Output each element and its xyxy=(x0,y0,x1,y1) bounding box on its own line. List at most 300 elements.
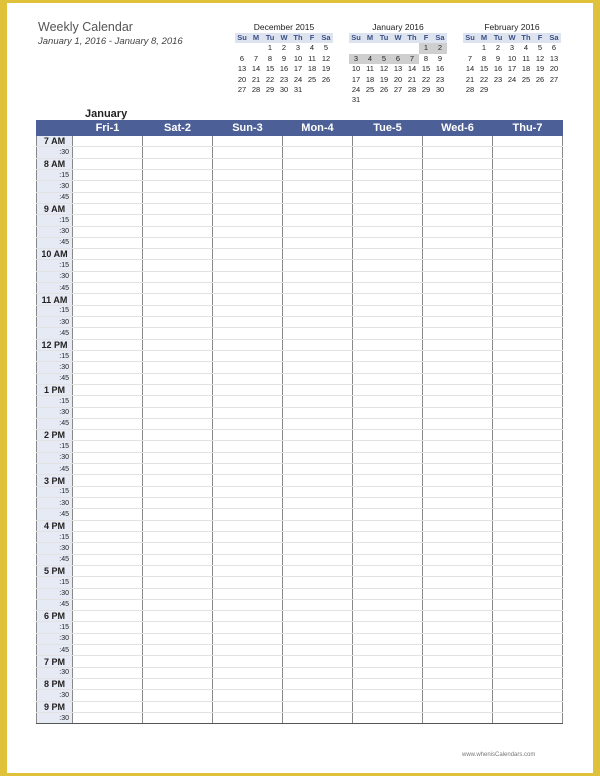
time-slot[interactable] xyxy=(213,215,283,226)
time-slot[interactable] xyxy=(353,328,423,339)
time-slot[interactable] xyxy=(423,633,493,644)
time-slot[interactable] xyxy=(493,452,563,463)
time-slot[interactable] xyxy=(353,531,423,542)
time-slot[interactable] xyxy=(213,192,283,203)
time-slot[interactable] xyxy=(353,181,423,192)
time-slot[interactable] xyxy=(283,633,353,644)
time-slot[interactable] xyxy=(213,486,283,497)
time-slot[interactable] xyxy=(73,712,143,723)
time-slot[interactable] xyxy=(213,181,283,192)
time-slot[interactable] xyxy=(353,656,423,667)
time-slot[interactable] xyxy=(283,543,353,554)
time-slot[interactable] xyxy=(493,147,563,158)
time-slot[interactable] xyxy=(73,667,143,678)
time-slot[interactable] xyxy=(213,396,283,407)
time-slot[interactable] xyxy=(213,543,283,554)
time-slot[interactable] xyxy=(143,328,213,339)
time-slot[interactable] xyxy=(283,362,353,373)
time-slot[interactable] xyxy=(423,260,493,271)
time-slot[interactable] xyxy=(353,249,423,260)
time-slot[interactable] xyxy=(353,147,423,158)
time-slot[interactable] xyxy=(213,339,283,350)
time-slot[interactable] xyxy=(283,599,353,610)
time-slot[interactable] xyxy=(423,203,493,214)
time-slot[interactable] xyxy=(493,520,563,531)
time-slot[interactable] xyxy=(353,283,423,294)
time-slot[interactable] xyxy=(423,565,493,576)
time-slot[interactable] xyxy=(73,271,143,282)
time-slot[interactable] xyxy=(73,452,143,463)
time-slot[interactable] xyxy=(143,339,213,350)
time-slot[interactable] xyxy=(283,237,353,248)
time-slot[interactable] xyxy=(213,656,283,667)
time-slot[interactable] xyxy=(213,294,283,305)
time-slot[interactable] xyxy=(353,169,423,180)
time-slot[interactable] xyxy=(73,317,143,328)
time-slot[interactable] xyxy=(143,362,213,373)
time-slot[interactable] xyxy=(423,396,493,407)
time-slot[interactable] xyxy=(353,384,423,395)
time-slot[interactable] xyxy=(143,260,213,271)
time-slot[interactable] xyxy=(423,339,493,350)
time-slot[interactable] xyxy=(143,430,213,441)
time-slot[interactable] xyxy=(143,215,213,226)
time-slot[interactable] xyxy=(423,169,493,180)
time-slot[interactable] xyxy=(353,260,423,271)
time-slot[interactable] xyxy=(353,418,423,429)
time-slot[interactable] xyxy=(423,294,493,305)
time-slot[interactable] xyxy=(423,622,493,633)
time-slot[interactable] xyxy=(143,237,213,248)
time-slot[interactable] xyxy=(143,384,213,395)
time-slot[interactable] xyxy=(143,418,213,429)
time-slot[interactable] xyxy=(493,622,563,633)
time-slot[interactable] xyxy=(493,475,563,486)
time-slot[interactable] xyxy=(493,249,563,260)
time-slot[interactable] xyxy=(143,441,213,452)
time-slot[interactable] xyxy=(213,633,283,644)
time-slot[interactable] xyxy=(143,396,213,407)
time-slot[interactable] xyxy=(143,498,213,509)
time-slot[interactable] xyxy=(423,407,493,418)
time-slot[interactable] xyxy=(423,554,493,565)
time-slot[interactable] xyxy=(493,373,563,384)
time-slot[interactable] xyxy=(493,588,563,599)
time-slot[interactable] xyxy=(73,430,143,441)
time-slot[interactable] xyxy=(493,362,563,373)
time-slot[interactable] xyxy=(423,599,493,610)
time-slot[interactable] xyxy=(213,317,283,328)
time-slot[interactable] xyxy=(493,169,563,180)
time-slot[interactable] xyxy=(423,418,493,429)
time-slot[interactable] xyxy=(213,328,283,339)
time-slot[interactable] xyxy=(493,633,563,644)
time-slot[interactable] xyxy=(353,679,423,690)
time-slot[interactable] xyxy=(73,396,143,407)
time-slot[interactable] xyxy=(213,611,283,622)
time-slot[interactable] xyxy=(353,667,423,678)
time-slot[interactable] xyxy=(143,169,213,180)
time-slot[interactable] xyxy=(353,271,423,282)
time-slot[interactable] xyxy=(213,690,283,701)
time-slot[interactable] xyxy=(73,305,143,316)
time-slot[interactable] xyxy=(353,475,423,486)
time-slot[interactable] xyxy=(353,430,423,441)
time-slot[interactable] xyxy=(283,271,353,282)
time-slot[interactable] xyxy=(213,158,283,169)
time-slot[interactable] xyxy=(73,294,143,305)
time-slot[interactable] xyxy=(283,169,353,180)
time-slot[interactable] xyxy=(73,543,143,554)
time-slot[interactable] xyxy=(353,701,423,712)
time-slot[interactable] xyxy=(493,679,563,690)
time-slot[interactable] xyxy=(73,645,143,656)
time-slot[interactable] xyxy=(73,441,143,452)
time-slot[interactable] xyxy=(493,543,563,554)
time-slot[interactable] xyxy=(143,599,213,610)
time-slot[interactable] xyxy=(213,350,283,361)
time-slot[interactable] xyxy=(73,339,143,350)
time-slot[interactable] xyxy=(353,158,423,169)
time-slot[interactable] xyxy=(213,531,283,542)
time-slot[interactable] xyxy=(353,565,423,576)
time-slot[interactable] xyxy=(283,645,353,656)
time-slot[interactable] xyxy=(353,498,423,509)
time-slot[interactable] xyxy=(493,271,563,282)
time-slot[interactable] xyxy=(143,192,213,203)
time-slot[interactable] xyxy=(73,147,143,158)
time-slot[interactable] xyxy=(73,679,143,690)
time-slot[interactable] xyxy=(143,294,213,305)
time-slot[interactable] xyxy=(493,294,563,305)
time-slot[interactable] xyxy=(493,667,563,678)
time-slot[interactable] xyxy=(423,543,493,554)
time-slot[interactable] xyxy=(493,611,563,622)
time-slot[interactable] xyxy=(283,384,353,395)
time-slot[interactable] xyxy=(353,203,423,214)
time-slot[interactable] xyxy=(143,712,213,723)
time-slot[interactable] xyxy=(143,452,213,463)
time-slot[interactable] xyxy=(423,464,493,475)
time-slot[interactable] xyxy=(143,181,213,192)
time-slot[interactable] xyxy=(213,305,283,316)
time-slot[interactable] xyxy=(353,441,423,452)
time-slot[interactable] xyxy=(493,565,563,576)
time-slot[interactable] xyxy=(283,158,353,169)
time-slot[interactable] xyxy=(423,486,493,497)
time-slot[interactable] xyxy=(283,350,353,361)
time-slot[interactable] xyxy=(213,622,283,633)
time-slot[interactable] xyxy=(73,328,143,339)
time-slot[interactable] xyxy=(283,407,353,418)
time-slot[interactable] xyxy=(353,350,423,361)
time-slot[interactable] xyxy=(283,588,353,599)
time-slot[interactable] xyxy=(493,192,563,203)
time-slot[interactable] xyxy=(73,283,143,294)
time-slot[interactable] xyxy=(283,339,353,350)
time-slot[interactable] xyxy=(143,645,213,656)
time-slot[interactable] xyxy=(423,181,493,192)
time-slot[interactable] xyxy=(73,181,143,192)
time-slot[interactable] xyxy=(353,226,423,237)
time-slot[interactable] xyxy=(73,192,143,203)
time-slot[interactable] xyxy=(353,452,423,463)
time-slot[interactable] xyxy=(213,645,283,656)
time-slot[interactable] xyxy=(283,283,353,294)
time-slot[interactable] xyxy=(73,588,143,599)
time-slot[interactable] xyxy=(73,226,143,237)
time-slot[interactable] xyxy=(143,158,213,169)
time-slot[interactable] xyxy=(213,373,283,384)
time-slot[interactable] xyxy=(423,712,493,723)
time-slot[interactable] xyxy=(213,362,283,373)
time-slot[interactable] xyxy=(423,350,493,361)
time-slot[interactable] xyxy=(493,158,563,169)
time-slot[interactable] xyxy=(213,498,283,509)
time-slot[interactable] xyxy=(143,271,213,282)
time-slot[interactable] xyxy=(283,656,353,667)
time-slot[interactable] xyxy=(423,645,493,656)
time-slot[interactable] xyxy=(493,328,563,339)
time-slot[interactable] xyxy=(213,712,283,723)
time-slot[interactable] xyxy=(353,396,423,407)
time-slot[interactable] xyxy=(493,712,563,723)
time-slot[interactable] xyxy=(213,588,283,599)
time-slot[interactable] xyxy=(493,203,563,214)
time-slot[interactable] xyxy=(283,396,353,407)
time-slot[interactable] xyxy=(283,520,353,531)
time-slot[interactable] xyxy=(423,373,493,384)
time-slot[interactable] xyxy=(283,215,353,226)
time-slot[interactable] xyxy=(73,475,143,486)
time-slot[interactable] xyxy=(423,136,493,147)
time-slot[interactable] xyxy=(73,520,143,531)
time-slot[interactable] xyxy=(423,237,493,248)
time-slot[interactable] xyxy=(493,226,563,237)
time-slot[interactable] xyxy=(283,712,353,723)
time-slot[interactable] xyxy=(493,498,563,509)
time-slot[interactable] xyxy=(493,350,563,361)
time-slot[interactable] xyxy=(143,520,213,531)
time-slot[interactable] xyxy=(283,441,353,452)
time-slot[interactable] xyxy=(73,373,143,384)
time-slot[interactable] xyxy=(493,283,563,294)
time-slot[interactable] xyxy=(353,305,423,316)
time-slot[interactable] xyxy=(73,486,143,497)
time-slot[interactable] xyxy=(283,305,353,316)
time-slot[interactable] xyxy=(493,554,563,565)
time-slot[interactable] xyxy=(423,520,493,531)
time-slot[interactable] xyxy=(213,226,283,237)
time-slot[interactable] xyxy=(353,294,423,305)
time-slot[interactable] xyxy=(73,260,143,271)
time-slot[interactable] xyxy=(493,396,563,407)
time-slot[interactable] xyxy=(283,498,353,509)
time-slot[interactable] xyxy=(493,339,563,350)
time-slot[interactable] xyxy=(73,701,143,712)
time-slot[interactable] xyxy=(493,531,563,542)
time-slot[interactable] xyxy=(283,622,353,633)
time-slot[interactable] xyxy=(143,588,213,599)
time-slot[interactable] xyxy=(423,328,493,339)
time-slot[interactable] xyxy=(423,679,493,690)
time-slot[interactable] xyxy=(73,136,143,147)
time-slot[interactable] xyxy=(213,577,283,588)
time-slot[interactable] xyxy=(283,373,353,384)
time-slot[interactable] xyxy=(143,531,213,542)
time-slot[interactable] xyxy=(353,362,423,373)
time-slot[interactable] xyxy=(73,509,143,520)
time-slot[interactable] xyxy=(283,554,353,565)
time-slot[interactable] xyxy=(423,226,493,237)
time-slot[interactable] xyxy=(353,554,423,565)
time-slot[interactable] xyxy=(73,464,143,475)
time-slot[interactable] xyxy=(213,565,283,576)
time-slot[interactable] xyxy=(73,407,143,418)
time-slot[interactable] xyxy=(73,158,143,169)
time-slot[interactable] xyxy=(493,509,563,520)
time-slot[interactable] xyxy=(493,645,563,656)
time-slot[interactable] xyxy=(143,249,213,260)
time-slot[interactable] xyxy=(73,384,143,395)
time-slot[interactable] xyxy=(143,690,213,701)
time-slot[interactable] xyxy=(283,418,353,429)
time-slot[interactable] xyxy=(493,599,563,610)
time-slot[interactable] xyxy=(143,407,213,418)
time-slot[interactable] xyxy=(493,305,563,316)
time-slot[interactable] xyxy=(283,667,353,678)
time-slot[interactable] xyxy=(73,203,143,214)
time-slot[interactable] xyxy=(73,656,143,667)
time-slot[interactable] xyxy=(213,407,283,418)
time-slot[interactable] xyxy=(143,509,213,520)
time-slot[interactable] xyxy=(493,486,563,497)
time-slot[interactable] xyxy=(493,577,563,588)
time-slot[interactable] xyxy=(143,350,213,361)
time-slot[interactable] xyxy=(493,237,563,248)
time-slot[interactable] xyxy=(213,147,283,158)
time-slot[interactable] xyxy=(143,611,213,622)
time-slot[interactable] xyxy=(213,169,283,180)
time-slot[interactable] xyxy=(353,611,423,622)
time-slot[interactable] xyxy=(283,486,353,497)
time-slot[interactable] xyxy=(73,554,143,565)
time-slot[interactable] xyxy=(283,226,353,237)
time-slot[interactable] xyxy=(283,317,353,328)
time-slot[interactable] xyxy=(143,622,213,633)
time-slot[interactable] xyxy=(73,350,143,361)
time-slot[interactable] xyxy=(213,237,283,248)
time-slot[interactable] xyxy=(283,147,353,158)
time-slot[interactable] xyxy=(493,430,563,441)
time-slot[interactable] xyxy=(353,509,423,520)
time-slot[interactable] xyxy=(283,181,353,192)
time-slot[interactable] xyxy=(73,690,143,701)
time-slot[interactable] xyxy=(353,543,423,554)
time-slot[interactable] xyxy=(423,283,493,294)
time-slot[interactable] xyxy=(143,283,213,294)
time-slot[interactable] xyxy=(73,498,143,509)
time-slot[interactable] xyxy=(353,192,423,203)
time-slot[interactable] xyxy=(423,667,493,678)
time-slot[interactable] xyxy=(143,464,213,475)
time-slot[interactable] xyxy=(73,599,143,610)
time-slot[interactable] xyxy=(423,305,493,316)
time-slot[interactable] xyxy=(143,679,213,690)
time-slot[interactable] xyxy=(213,283,283,294)
time-slot[interactable] xyxy=(213,430,283,441)
time-slot[interactable] xyxy=(353,237,423,248)
time-slot[interactable] xyxy=(283,260,353,271)
time-slot[interactable] xyxy=(493,418,563,429)
time-slot[interactable] xyxy=(353,215,423,226)
time-slot[interactable] xyxy=(353,136,423,147)
time-slot[interactable] xyxy=(143,147,213,158)
time-slot[interactable] xyxy=(283,565,353,576)
time-slot[interactable] xyxy=(423,690,493,701)
time-slot[interactable] xyxy=(423,531,493,542)
time-slot[interactable] xyxy=(213,260,283,271)
time-slot[interactable] xyxy=(493,690,563,701)
time-slot[interactable] xyxy=(283,611,353,622)
time-slot[interactable] xyxy=(73,418,143,429)
time-slot[interactable] xyxy=(213,464,283,475)
time-slot[interactable] xyxy=(283,249,353,260)
time-slot[interactable] xyxy=(353,407,423,418)
time-slot[interactable] xyxy=(213,418,283,429)
time-slot[interactable] xyxy=(353,690,423,701)
time-slot[interactable] xyxy=(423,215,493,226)
time-slot[interactable] xyxy=(423,498,493,509)
time-slot[interactable] xyxy=(283,475,353,486)
time-slot[interactable] xyxy=(213,475,283,486)
time-slot[interactable] xyxy=(353,622,423,633)
time-slot[interactable] xyxy=(423,452,493,463)
time-slot[interactable] xyxy=(353,464,423,475)
time-slot[interactable] xyxy=(213,271,283,282)
time-slot[interactable] xyxy=(493,260,563,271)
time-slot[interactable] xyxy=(283,192,353,203)
time-slot[interactable] xyxy=(73,169,143,180)
time-slot[interactable] xyxy=(353,588,423,599)
time-slot[interactable] xyxy=(353,645,423,656)
time-slot[interactable] xyxy=(423,441,493,452)
time-slot[interactable] xyxy=(283,328,353,339)
time-slot[interactable] xyxy=(283,701,353,712)
time-slot[interactable] xyxy=(283,509,353,520)
time-slot[interactable] xyxy=(423,271,493,282)
time-slot[interactable] xyxy=(493,701,563,712)
time-slot[interactable] xyxy=(423,158,493,169)
time-slot[interactable] xyxy=(143,136,213,147)
time-slot[interactable] xyxy=(493,407,563,418)
time-slot[interactable] xyxy=(423,611,493,622)
time-slot[interactable] xyxy=(143,577,213,588)
time-slot[interactable] xyxy=(143,554,213,565)
time-slot[interactable] xyxy=(423,317,493,328)
time-slot[interactable] xyxy=(213,203,283,214)
time-slot[interactable] xyxy=(423,362,493,373)
time-slot[interactable] xyxy=(73,565,143,576)
time-slot[interactable] xyxy=(423,701,493,712)
time-slot[interactable] xyxy=(353,339,423,350)
time-slot[interactable] xyxy=(213,509,283,520)
time-slot[interactable] xyxy=(283,294,353,305)
time-slot[interactable] xyxy=(493,464,563,475)
time-slot[interactable] xyxy=(283,452,353,463)
time-slot[interactable] xyxy=(73,249,143,260)
time-slot[interactable] xyxy=(143,701,213,712)
